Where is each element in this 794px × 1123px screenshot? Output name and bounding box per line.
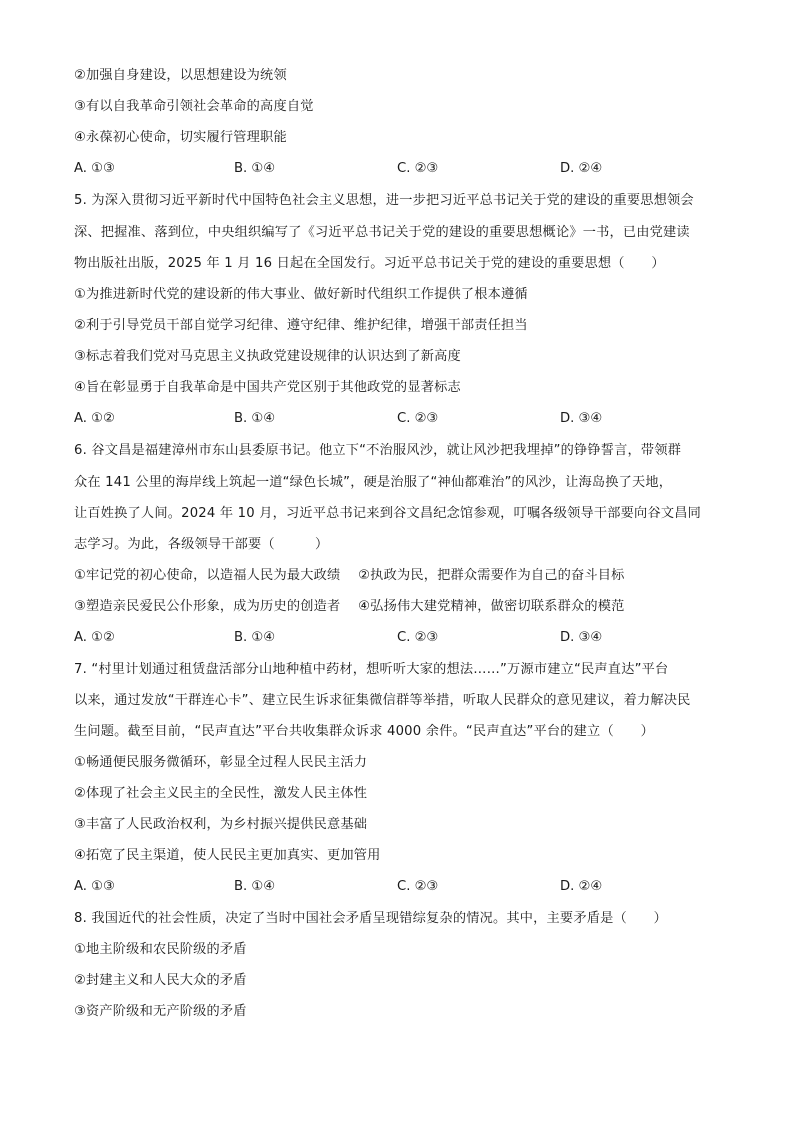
q4-option-2: ②加强自身建设，以思想建设为统领 <box>74 68 287 83</box>
q5-option-2: ②利于引导党员干部自觉学习纪律、遵守纪律、维护纪律，增强干部责任担当 <box>74 318 528 333</box>
q7-option-3: ③丰富了人民政治权利，为乡村振兴提供民意基础 <box>74 817 368 832</box>
q4-choice-c[interactable]: C. ②③ <box>397 161 439 176</box>
q8-option-1: ①地主阶级和农民阶级的矛盾 <box>74 942 247 957</box>
q5-stem-line-1: 5. 为深入贯彻习近平新时代中国特色社会主义思想，进一步把习近平总书记关于党的建设的重要思想领会 <box>74 193 694 208</box>
q7-choices <box>74 878 724 896</box>
q7-stem-line-3: 生问题。截至目前，“民声直达”平台共收集群众诉求 4000 余件。“民声直达”平台的建立（ ） <box>74 724 654 739</box>
q4-choice-b[interactable]: B. ①④ <box>234 161 276 176</box>
q5-choice-d[interactable]: D. ③④ <box>560 411 603 426</box>
q7-option-4: ④拓宽了民主渠道，使人民民主更加真实、更加管用 <box>74 848 381 863</box>
q4-choice-a[interactable]: A. ①③ <box>74 161 115 176</box>
q6-stem-line-2: 众在 141 公里的海岸线上筑起一道“绿色长城”，硬是治服了“神仙都难治”的风沙，让海岛换了天地， <box>74 475 673 490</box>
q5-choice-c[interactable]: C. ②③ <box>397 411 439 426</box>
q7-option-2: ②体现了社会主义民主的全民性，激发人民主体性 <box>74 786 368 801</box>
q5-choice-b[interactable]: B. ①④ <box>234 411 276 426</box>
q7-stem-line-2: 以来，通过发放“干群连心卡”、建立民生诉求征集微信群等举措，听取人民群众的意见建议，着力解决民 <box>74 693 691 708</box>
q5-option-1: ①为推进新时代党的建设新的伟大事业、做好新时代组织工作提供了根本遵循 <box>74 287 528 302</box>
q7-stem-line-1: 7. “村里计划通过租赁盘活部分山地种植中药材，想听听大家的想法……”万源市建立“民声直达”平台 <box>74 662 669 677</box>
q4-choices <box>74 160 724 178</box>
q4-option-3: ③有以自我革命引领社会革命的高度自觉 <box>74 99 314 114</box>
q5-option-4: ④旨在彰显勇于自我革命是中国共产党区别于其他政党的显著标志 <box>74 380 461 395</box>
q5-stem-line-3: 物出版社出版，2025 年 1 月 16 日起在全国发行。习近平总书记关于党的建设的重要思想（ ） <box>74 256 665 271</box>
q6-stem-line-1: 6. 谷文昌是福建漳州市东山县委原书记。他立下“不治服风沙，就让风沙把我埋掉”的铮铮誓言，带领群 <box>74 443 682 458</box>
q5-option-3: ③标志着我们党对马克思主义执政党建设规律的认识达到了新高度 <box>74 349 461 364</box>
q5-choices <box>74 410 724 428</box>
q6-choice-c[interactable]: C. ②③ <box>397 630 439 645</box>
q8-option-3: ③资产阶级和无产阶级的矛盾 <box>74 1004 247 1019</box>
q5-choice-a[interactable]: A. ①② <box>74 411 115 426</box>
q6-choice-a[interactable]: A. ①② <box>74 630 115 645</box>
q6-stem-line-3: 让百姓换了人间。2024 年 10 月，习近平总书记来到谷文昌纪念馆参观，叮嘱各级领导干部要向谷文昌同 <box>74 506 701 521</box>
q6-choice-d[interactable]: D. ③④ <box>560 630 603 645</box>
q7-choice-d[interactable]: D. ②④ <box>560 879 603 894</box>
q8-stem-line-1: 8. 我国近代的社会性质，决定了当时中国社会矛盾呈现错综复杂的情况。其中，主要矛盾是（ ） <box>74 911 668 926</box>
q7-choice-a[interactable]: A. ①③ <box>74 879 115 894</box>
q8-option-2: ②封建主义和人民大众的矛盾 <box>74 973 247 988</box>
q6-stem-line-4: 志学习。为此，各级领导干部要（ ） <box>74 537 329 552</box>
q6-option-row-1: ①牢记党的初心使命，以造福人民为最大政绩 ②执政为民，把群众需要作为自己的奋斗目标 <box>74 568 625 583</box>
q7-choice-b[interactable]: B. ①④ <box>234 879 276 894</box>
q7-option-1: ①畅通便民服务微循环，彰显全过程人民民主活力 <box>74 755 368 770</box>
q5-stem-line-2: 深、把握准、落到位，中央组织编写了《习近平总书记关于党的建设的重要思想概论》一书，已由党建读 <box>74 225 690 240</box>
q6-choice-b[interactable]: B. ①④ <box>234 630 276 645</box>
q6-option-row-2: ③塑造亲民爱民公仆形象，成为历史的创造者 ④弘扬伟大建党精神，做密切联系群众的模范 <box>74 599 625 614</box>
q4-option-4: ④永葆初心使命，切实履行管理职能 <box>74 130 287 145</box>
q7-choice-c[interactable]: C. ②③ <box>397 879 439 894</box>
q6-choices <box>74 629 724 647</box>
q4-choice-d[interactable]: D. ②④ <box>560 161 603 176</box>
